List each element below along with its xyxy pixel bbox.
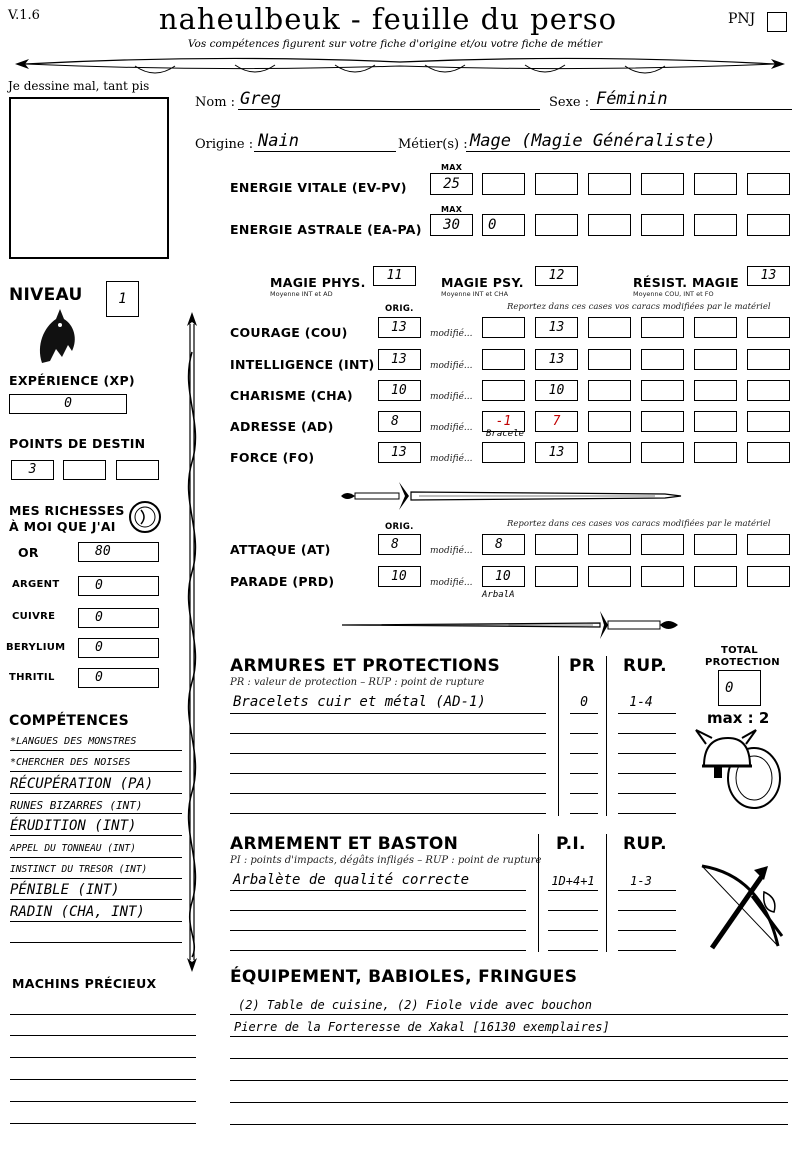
- force-mod-box-5[interactable]: [694, 442, 737, 463]
- machins-precieux-label: MACHINS PRÉCIEUX: [12, 976, 157, 991]
- parade-mod-note: ArbalA: [482, 590, 515, 600]
- modifie-label: modifié...: [430, 546, 473, 556]
- thritil-label: THRITIL: [9, 672, 55, 683]
- armement-divider: [538, 834, 539, 952]
- parade-orig-box[interactable]: 10: [378, 566, 421, 587]
- courage-label: COURAGE (COU): [230, 325, 348, 340]
- adresse-mod-box-2[interactable]: 7: [535, 411, 578, 432]
- courage-mod-box-1[interactable]: [482, 317, 525, 338]
- armor-row-rup[interactable]: 1-4: [629, 695, 653, 710]
- armement-subtitle: PI : points d'impacts, dégâts infligés – RUP : point de rupture: [230, 855, 542, 866]
- magie-psy-note: Moyenne INT et CHA: [441, 290, 509, 298]
- armures-divider: [558, 656, 559, 816]
- force-mod-box-4[interactable]: [641, 442, 684, 463]
- attaque-mod-box-1[interactable]: 8: [482, 534, 525, 555]
- or-box[interactable]: 80: [78, 542, 159, 562]
- weapon-rup-line[interactable]: [618, 930, 676, 931]
- charisme-mod-box-3[interactable]: [588, 380, 631, 401]
- precious-line[interactable]: [10, 1123, 196, 1124]
- coin-icon: [128, 500, 162, 534]
- cuivre-box[interactable]: 0: [78, 608, 159, 628]
- armor-pr-line[interactable]: [570, 713, 598, 714]
- weapon-rup-line[interactable]: [618, 950, 676, 951]
- armement-divider: [606, 834, 607, 952]
- charisme-mod-box-5[interactable]: [694, 380, 737, 401]
- parade-mod-box-6[interactable]: [747, 566, 790, 587]
- armor-row-name[interactable]: Bracelets cuir et métal (AD-1): [233, 694, 486, 710]
- attaque-mod-box-3[interactable]: [588, 534, 631, 555]
- modifie-label: modifié...: [430, 578, 473, 588]
- weapon-row-pi[interactable]: 1D+4+1: [551, 874, 595, 888]
- intelligence-mod-box-6[interactable]: [747, 349, 790, 370]
- cuivre-label: CUIVRE: [12, 611, 56, 622]
- magie-psy-box[interactable]: 12: [535, 266, 578, 286]
- force-label: FORCE (FO): [230, 450, 315, 465]
- courage-mod-box-2[interactable]: 13: [535, 317, 578, 338]
- total-protection-label-2: PROTECTION: [705, 657, 780, 668]
- weapon-row-line[interactable]: [230, 930, 526, 931]
- modifie-label: modifié...: [430, 392, 473, 402]
- intelligence-mod-box-2[interactable]: 13: [535, 349, 578, 370]
- armor-rup-line[interactable]: [618, 733, 676, 734]
- adresse-mod-box-6[interactable]: [747, 411, 790, 432]
- sheet-subtitle: Vos compétences figurent sur votre fiche d'origine et/ou votre fiche de métier: [187, 38, 603, 50]
- ev-box-6[interactable]: [747, 173, 790, 195]
- charisme-mod-box-1[interactable]: [482, 380, 525, 401]
- ea-box-5[interactable]: [694, 214, 737, 236]
- courage-mod-box-6[interactable]: [747, 317, 790, 338]
- attaque-mod-box-2[interactable]: [535, 534, 578, 555]
- armor-row-line[interactable]: [230, 793, 546, 794]
- resist-magie-box[interactable]: 13: [747, 266, 790, 286]
- skill-item[interactable]: INSTINCT DU TRESOR (INT): [10, 864, 182, 879]
- charisme-orig-box[interactable]: 10: [378, 380, 421, 401]
- armures-title: ARMURES ET PROTECTIONS: [230, 656, 501, 676]
- skill-item[interactable]: PÉNIBLE (INT): [10, 882, 182, 900]
- armures-subtitle: PR : valeur de protection – RUP : point de rupture: [230, 677, 485, 688]
- helmet-shield-icon: [694, 726, 786, 818]
- armor-rup-line[interactable]: [618, 813, 676, 814]
- niveau-label: NIVEAU: [9, 285, 83, 305]
- skill-empty-line[interactable]: [10, 942, 182, 943]
- attaque-mod-box-4[interactable]: [641, 534, 684, 555]
- armor-row-line[interactable]: [230, 813, 546, 814]
- skill-item[interactable]: APPEL DU TONNEAU (INT): [10, 843, 182, 858]
- competences-label: COMPÉTENCES: [9, 713, 129, 729]
- pnj-label: PNJ: [728, 11, 756, 27]
- ev-box-4[interactable]: [641, 173, 684, 195]
- courage-mod-box-4[interactable]: [641, 317, 684, 338]
- intelligence-orig-box[interactable]: 13: [378, 349, 421, 370]
- attaque-orig-box[interactable]: 8: [378, 534, 421, 555]
- equipment-item[interactable]: Pierre de la Forteresse de Xakal [16130 exemplaires]: [234, 1020, 610, 1034]
- armor-row-pr[interactable]: 0: [580, 695, 588, 710]
- modifie-label: modifié...: [430, 423, 473, 433]
- force-mod-box-2[interactable]: 13: [535, 442, 578, 463]
- magie-phys-note: Moyenne INT et AD: [270, 290, 333, 298]
- sheet-title: naheulbeuk - feuille du perso: [158, 2, 618, 36]
- ea-label: ENERGIE ASTRALE (EA-PA): [230, 222, 422, 237]
- combat-note: Reportez dans ces cases vos caracs modifiées par le matériel: [507, 519, 771, 529]
- precious-line[interactable]: [10, 1014, 196, 1015]
- weapon-rup-line[interactable]: [618, 890, 676, 891]
- metier-field[interactable]: Mage (Magie Généraliste): [466, 131, 790, 152]
- ev-box-3[interactable]: [588, 173, 631, 195]
- modifie-label: modifié...: [430, 329, 473, 339]
- magie-psy-label: MAGIE PSY.: [441, 275, 524, 290]
- modifie-label: modifié...: [430, 454, 473, 464]
- header-ornament: [15, 52, 785, 82]
- origine-label: Origine :: [195, 137, 254, 152]
- ea-max-box[interactable]: 30: [430, 214, 473, 236]
- skill-item[interactable]: RUNES BIZARRES (INT): [10, 799, 182, 814]
- parade-mod-box-5[interactable]: [694, 566, 737, 587]
- skill-item[interactable]: *LANGUES DES MONSTRES: [10, 736, 182, 751]
- ea-box-2[interactable]: [535, 214, 578, 236]
- armor-row-line[interactable]: [230, 713, 546, 714]
- weapon-row-line[interactable]: [230, 910, 526, 911]
- force-mod-box-1[interactable]: [482, 442, 525, 463]
- or-label: OR: [18, 545, 39, 560]
- skill-item[interactable]: RÉCUPÉRATION (PA): [10, 776, 182, 794]
- magie-phys-box[interactable]: 11: [373, 266, 416, 286]
- destin-box-1[interactable]: 3: [11, 460, 54, 480]
- equipment-line[interactable]: [230, 1058, 788, 1059]
- weapon-pi-line[interactable]: [548, 950, 598, 951]
- armement-col-pi: P.I.: [556, 834, 586, 854]
- argent-box[interactable]: 0: [78, 576, 159, 596]
- weapon-row-line[interactable]: [230, 890, 526, 891]
- armor-pr-line[interactable]: [570, 733, 598, 734]
- ev-max-box[interactable]: 25: [430, 173, 473, 195]
- ea-current-box[interactable]: 0: [482, 214, 525, 236]
- precious-line[interactable]: [10, 1035, 196, 1036]
- richesses-label-1: MES RICHESSES: [9, 503, 125, 518]
- argent-label: ARGENT: [12, 579, 60, 590]
- intelligence-mod-box-1[interactable]: [482, 349, 525, 370]
- resist-magie-note: Moyenne COU, INT et FO: [633, 290, 714, 298]
- parade-mod-box-2[interactable]: [535, 566, 578, 587]
- skill-item[interactable]: ÉRUDITION (INT): [10, 818, 182, 836]
- armures-divider: [606, 656, 607, 816]
- armures-col-rup: RUP.: [623, 656, 667, 676]
- armement-title: ARMEMENT ET BASTON: [230, 834, 459, 854]
- courage-orig-box[interactable]: 13: [378, 317, 421, 338]
- sword-icon: [335, 478, 685, 514]
- ea-box-4[interactable]: [641, 214, 684, 236]
- weapon-pi-line[interactable]: [548, 930, 598, 931]
- adresse-orig-box[interactable]: 8: [378, 411, 421, 432]
- ea-box-6[interactable]: [747, 214, 790, 236]
- equipment-line[interactable]: [230, 1080, 788, 1081]
- courage-mod-box-5[interactable]: [694, 317, 737, 338]
- adresse-mod-box-3[interactable]: [588, 411, 631, 432]
- orig-label: ORIG.: [385, 304, 414, 314]
- dragon-icon: [34, 305, 80, 367]
- adresse-mod-note: Bracele: [486, 429, 524, 439]
- portrait-caption: Je dessine mal, tant pis: [8, 79, 150, 93]
- armor-row-line[interactable]: [230, 753, 546, 754]
- weapon-rup-line[interactable]: [618, 910, 676, 911]
- adresse-mod-box-1[interactable]: -1: [482, 411, 525, 432]
- staff-icon: [180, 312, 204, 984]
- combat-orig-label: ORIG.: [385, 522, 414, 532]
- charisme-mod-box-2[interactable]: 10: [535, 380, 578, 401]
- armor-rup-line[interactable]: [618, 753, 676, 754]
- attaque-mod-box-5[interactable]: [694, 534, 737, 555]
- ev-max-label: MAX: [441, 163, 463, 172]
- ev-box-2[interactable]: [535, 173, 578, 195]
- armor-rup-line[interactable]: [618, 793, 676, 794]
- equipment-line[interactable]: [230, 1036, 788, 1037]
- armor-pr-line[interactable]: [570, 813, 598, 814]
- adresse-label: ADRESSE (AD): [230, 419, 334, 434]
- total-protection-box[interactable]: 0: [718, 670, 761, 706]
- richesses-label-2: À MOI QUE J'AI: [9, 519, 116, 534]
- berylium-box[interactable]: 0: [78, 638, 159, 658]
- niveau-box[interactable]: 1: [106, 281, 139, 317]
- adresse-mod-box-5[interactable]: [694, 411, 737, 432]
- xp-box[interactable]: 0: [9, 394, 127, 414]
- armor-pr-line[interactable]: [570, 773, 598, 774]
- skill-item[interactable]: *CHERCHER DES NOISES: [10, 757, 182, 772]
- precious-line[interactable]: [10, 1079, 196, 1080]
- courage-mod-box-3[interactable]: [588, 317, 631, 338]
- equipment-line[interactable]: [230, 1124, 788, 1125]
- ev-box-1[interactable]: [482, 173, 525, 195]
- max-protection-label: max : 2: [707, 709, 770, 727]
- pnj-checkbox[interactable]: [767, 12, 787, 32]
- portrait-box[interactable]: [9, 97, 169, 259]
- ea-max-label: MAX: [441, 205, 463, 214]
- intelligence-mod-box-5[interactable]: [694, 349, 737, 370]
- charisme-label: CHARISME (CHA): [230, 388, 353, 403]
- intelligence-mod-box-3[interactable]: [588, 349, 631, 370]
- weapon-pi-line[interactable]: [548, 910, 598, 911]
- ev-label: ENERGIE VITALE (EV-PV): [230, 180, 407, 195]
- berylium-label: BERYLIUM: [6, 642, 66, 653]
- destin-box-3[interactable]: [116, 460, 159, 480]
- armor-row-line[interactable]: [230, 733, 546, 734]
- sexe-label: Sexe :: [549, 95, 590, 110]
- force-mod-box-6[interactable]: [747, 442, 790, 463]
- destin-box-2[interactable]: [63, 460, 106, 480]
- ev-box-5[interactable]: [694, 173, 737, 195]
- destin-label: POINTS DE DESTIN: [9, 436, 146, 451]
- armor-rup-line[interactable]: [618, 773, 676, 774]
- armor-pr-line[interactable]: [570, 753, 598, 754]
- parade-label: PARADE (PRD): [230, 574, 335, 589]
- equipement-title: ÉQUIPEMENT, BABIOLES, FRINGUES: [230, 967, 578, 987]
- xp-label: EXPÉRIENCE (XP): [9, 373, 135, 388]
- equipment-line[interactable]: [230, 1014, 788, 1015]
- skill-item[interactable]: RADIN (CHA, INT): [10, 904, 182, 922]
- stats-note: Reportez dans ces cases vos caracs modifiées par le matériel: [507, 302, 771, 312]
- origine-field[interactable]: Nain: [254, 131, 396, 152]
- weapon-pi-line[interactable]: [548, 890, 598, 891]
- thritil-box[interactable]: 0: [78, 668, 159, 688]
- weapons-icon: [692, 856, 788, 956]
- parade-mod-box-4[interactable]: [641, 566, 684, 587]
- version-label: V.1.6: [8, 8, 40, 23]
- modifie-label: modifié...: [430, 361, 473, 371]
- parade-mod-box-1[interactable]: 10: [482, 566, 525, 587]
- force-orig-box[interactable]: 13: [378, 442, 421, 463]
- armures-col-pr: PR: [569, 656, 596, 676]
- armor-rup-line[interactable]: [618, 713, 676, 714]
- ea-box-3[interactable]: [588, 214, 631, 236]
- equipment-line[interactable]: [230, 1102, 788, 1103]
- parade-mod-box-3[interactable]: [588, 566, 631, 587]
- armor-pr-line[interactable]: [570, 793, 598, 794]
- resist-magie-label: RÉSIST. MAGIE: [633, 275, 740, 290]
- adresse-mod-box-4[interactable]: [641, 411, 684, 432]
- precious-line[interactable]: [10, 1057, 196, 1058]
- metier-label: Métier(s) :: [398, 137, 468, 152]
- nom-label: Nom :: [195, 95, 236, 110]
- attaque-mod-box-6[interactable]: [747, 534, 790, 555]
- attaque-label: ATTAQUE (AT): [230, 542, 331, 557]
- total-protection-label-1: TOTAL: [721, 645, 758, 656]
- sexe-field[interactable]: Féminin: [590, 89, 792, 110]
- weapon-row-line[interactable]: [230, 950, 526, 951]
- precious-line[interactable]: [10, 1101, 196, 1102]
- equipment-item[interactable]: (2) Table de cuisine, (2) Fiole vide avec bouchon: [238, 998, 593, 1012]
- weapon-row-name[interactable]: Arbalète de qualité correcte: [233, 872, 470, 888]
- sword-icon: [338, 607, 682, 643]
- magie-phys-label: MAGIE PHYS.: [270, 275, 366, 290]
- intelligence-mod-box-4[interactable]: [641, 349, 684, 370]
- armor-row-line[interactable]: [230, 773, 546, 774]
- intelligence-label: INTELLIGENCE (INT): [230, 357, 375, 372]
- armement-col-rup: RUP.: [623, 834, 667, 854]
- weapon-row-rup[interactable]: 1-3: [630, 874, 652, 888]
- force-mod-box-3[interactable]: [588, 442, 631, 463]
- charisme-mod-box-6[interactable]: [747, 380, 790, 401]
- nom-field[interactable]: Greg: [238, 89, 540, 110]
- charisme-mod-box-4[interactable]: [641, 380, 684, 401]
